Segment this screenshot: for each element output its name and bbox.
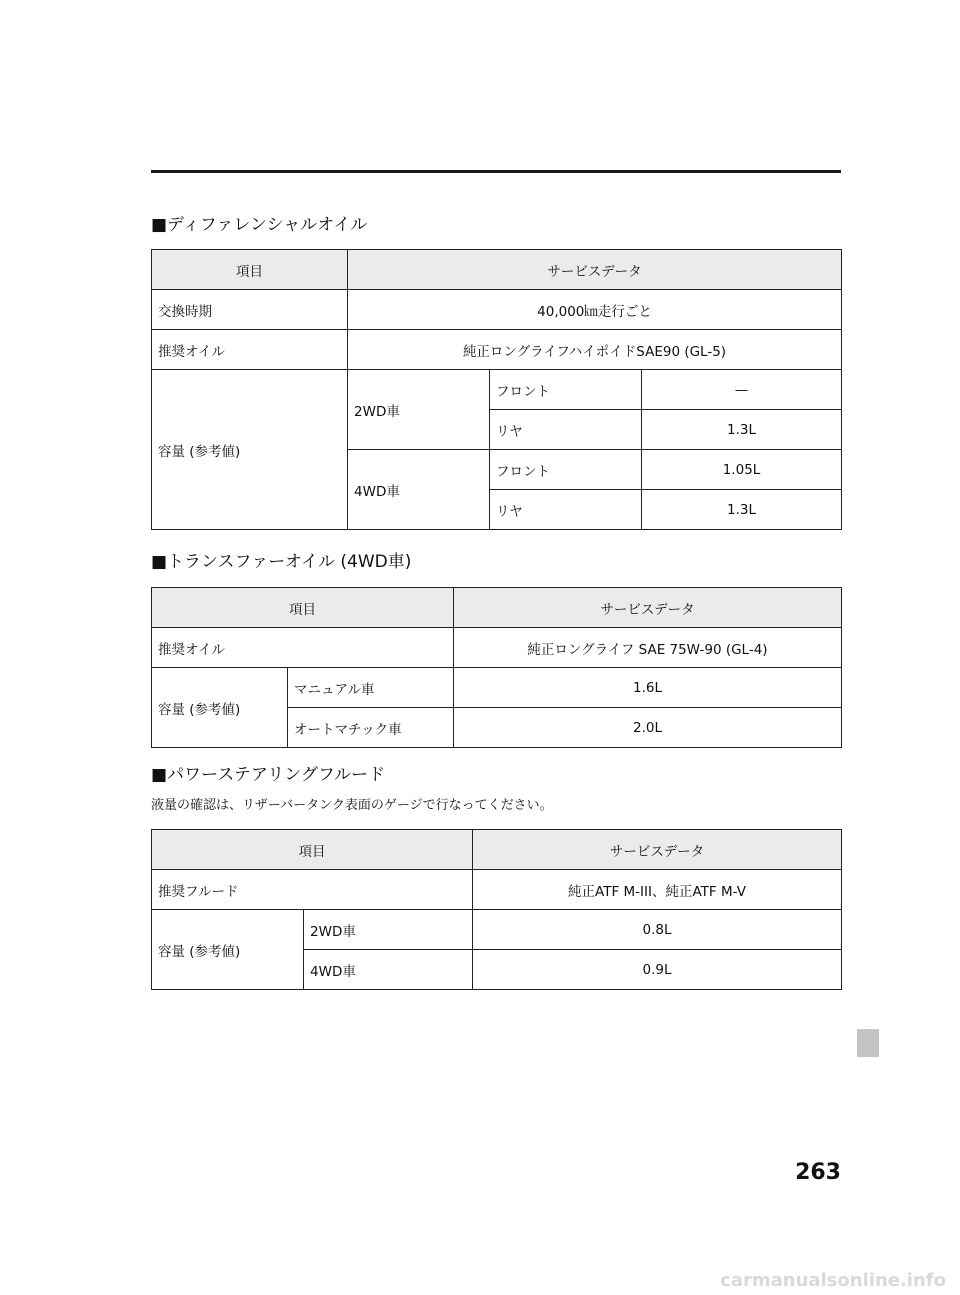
chapter-tab-marker — [857, 1029, 879, 1057]
oil-label: 推奨オイル — [152, 628, 454, 668]
interval-value: 40,000㎞走行ごと — [348, 290, 842, 330]
page-number: 263 — [795, 1160, 841, 1185]
col-item: 項目 — [152, 830, 473, 870]
table-header-row — [152, 250, 842, 290]
position-front: フロント — [490, 450, 642, 490]
capacity-value: 1.3L — [642, 410, 842, 450]
capacity-value: 2.0L — [454, 708, 842, 748]
table-row — [152, 330, 842, 370]
oil-value: 純正ロングライフ SAE 75W-90 (GL-4) — [454, 628, 842, 668]
capacity-value: 1.3L — [642, 490, 842, 530]
transmission-manual: マニュアル車 — [288, 668, 454, 708]
power-steering-table — [151, 829, 842, 990]
drive-4wd: 4WD車 — [348, 450, 490, 530]
table-row — [152, 910, 842, 950]
capacity-value: 0.8L — [473, 910, 842, 950]
position-rear: リヤ — [490, 490, 642, 530]
drive-4wd: 4WD車 — [304, 950, 473, 990]
fluid-label: 推奨フルード — [152, 870, 473, 910]
capacity-label: 容量 (参考値) — [152, 370, 348, 530]
table-header-row — [152, 830, 842, 870]
col-service-data: サービスデータ — [454, 588, 842, 628]
table-row — [152, 870, 842, 910]
transfer-oil-table — [151, 587, 842, 748]
table-row — [152, 628, 842, 668]
table-row — [152, 370, 842, 410]
transmission-automatic: オートマチック車 — [288, 708, 454, 748]
interval-label: 交換時期 — [152, 290, 348, 330]
differential-oil-table — [151, 249, 842, 530]
position-front: フロント — [490, 370, 642, 410]
col-service-data: サービスデータ — [348, 250, 842, 290]
position-rear: リヤ — [490, 410, 642, 450]
watermark: carmanualsonline.info — [720, 1270, 946, 1291]
capacity-value: 0.9L — [473, 950, 842, 990]
capacity-value: 1.05L — [642, 450, 842, 490]
oil-value: 純正ロングライフハイポイドSAE90 (GL-5) — [348, 330, 842, 370]
table-header-row — [152, 588, 842, 628]
col-service-data: サービスデータ — [473, 830, 842, 870]
table-row — [152, 668, 842, 708]
table-row — [152, 290, 842, 330]
power-steering-heading: ■パワーステアリングフルード — [151, 765, 386, 785]
capacity-value: 1.6L — [454, 668, 842, 708]
drive-2wd: 2WD車 — [348, 370, 490, 450]
col-item: 項目 — [152, 250, 348, 290]
fluid-value: 純正ATF M-III、純正ATF M-V — [473, 870, 842, 910]
transfer-oil-heading: ■トランスファーオイル (4WD車) — [151, 552, 412, 572]
header-rule — [151, 170, 841, 173]
capacity-label: 容量 (参考値) — [152, 668, 288, 748]
capacity-value: — — [642, 370, 842, 410]
power-steering-note: 液量の確認は、リザーバータンク表面のゲージで行なってください。 — [151, 798, 553, 813]
drive-2wd: 2WD車 — [304, 910, 473, 950]
oil-label: 推奨オイル — [152, 330, 348, 370]
capacity-label: 容量 (参考値) — [152, 910, 304, 990]
col-item: 項目 — [152, 588, 454, 628]
differential-oil-heading: ■ディファレンシャルオイル — [151, 215, 368, 235]
